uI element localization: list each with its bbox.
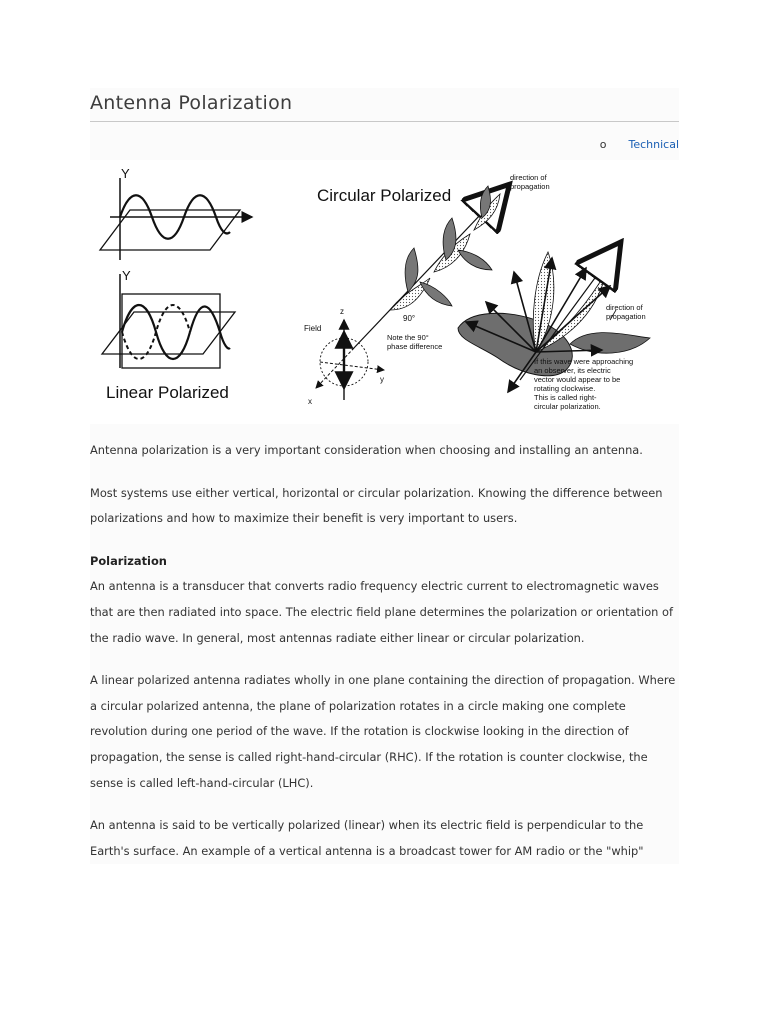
direction-label-1a: direction of (510, 173, 547, 182)
rotating-vector-diagram (458, 246, 650, 411)
axis-x-label: x (308, 397, 312, 406)
note-line-2: phase difference (387, 342, 443, 351)
linear-bottom-panel (102, 268, 235, 402)
observer-note-1: If this wave were approaching (534, 357, 634, 366)
intro-paragraph: Antenna polarization is a very important consideration when choosing and installing an antenna. (90, 443, 643, 457)
article-body (90, 438, 679, 864)
polarization-paragraph-2: A linear polarized antenna radiates wholly in one plane containing the direction of propagation. Where a circular polarized antenna, the plane of polarization rotates in a circle making one complete revolution during one period of the wave. If the rotation is clockwise looking in the direction of propagation, the sense is called right-hand-circular (RHC). If the rotation is counter clockwise, the sense is called left-hand-circular (LHC). (90, 673, 676, 790)
category-list (600, 138, 679, 151)
direction-label-1b: propagation (510, 182, 550, 191)
polarization-paragraph-3: An antenna is said to be vertically polarized (linear) when its electric field is perpendicular to the Earth's surface. An example of a vertical antenna is a broadcast tower for AM radio or the "whip" (90, 818, 644, 858)
polarization-diagram (90, 160, 679, 424)
axis-y-label: y (380, 375, 384, 384)
linear-bottom-axis-label: Y (122, 268, 131, 283)
category-link-technical[interactable]: Technical (628, 138, 679, 151)
direction-label-2b: propagation (606, 312, 646, 321)
observer-note-3: vector would appear to be (534, 375, 621, 384)
article (90, 88, 679, 864)
angle-label: 90° (403, 314, 416, 323)
note-line-1: Note the 90° (387, 333, 429, 342)
observer-note-4: rotating clockwise. (534, 384, 596, 393)
circular-polarized-label: Circular Polarized (317, 186, 452, 205)
observer-note-5: This is called right- (534, 393, 597, 402)
linear-top-panel (100, 166, 252, 260)
page-title: Antenna Polarization (90, 92, 293, 114)
polarization-figure (90, 160, 679, 424)
linear-top-axis-label: Y (121, 166, 130, 181)
list-bullet: o (599, 138, 607, 151)
field-label: Field (304, 324, 322, 333)
systems-paragraph: Most systems use either vertical, horizontal or circular polarization. Knowing the difference between polarizations and how to maximize their benefit is very important to users. (90, 485, 663, 526)
section-heading-polarization: Polarization (90, 553, 167, 568)
observer-note-2: an observer, its electric (534, 366, 611, 375)
title-divider (90, 121, 679, 122)
linear-polarized-label: Linear Polarized (106, 383, 229, 402)
observer-note-6: circular polarization. (534, 402, 601, 411)
axis-z-label: z (340, 307, 344, 316)
direction-label-2a: direction of (606, 303, 643, 312)
polarization-paragraph-1: An antenna is a transducer that converts radio frequency electric current to electromagnetic waves that are then radiated into space. The electric field plane determines the polarization or orientation of the radio wave. In general, most antennas radiate either linear or circular polarization. (90, 579, 673, 645)
circular-diagram (304, 173, 550, 406)
